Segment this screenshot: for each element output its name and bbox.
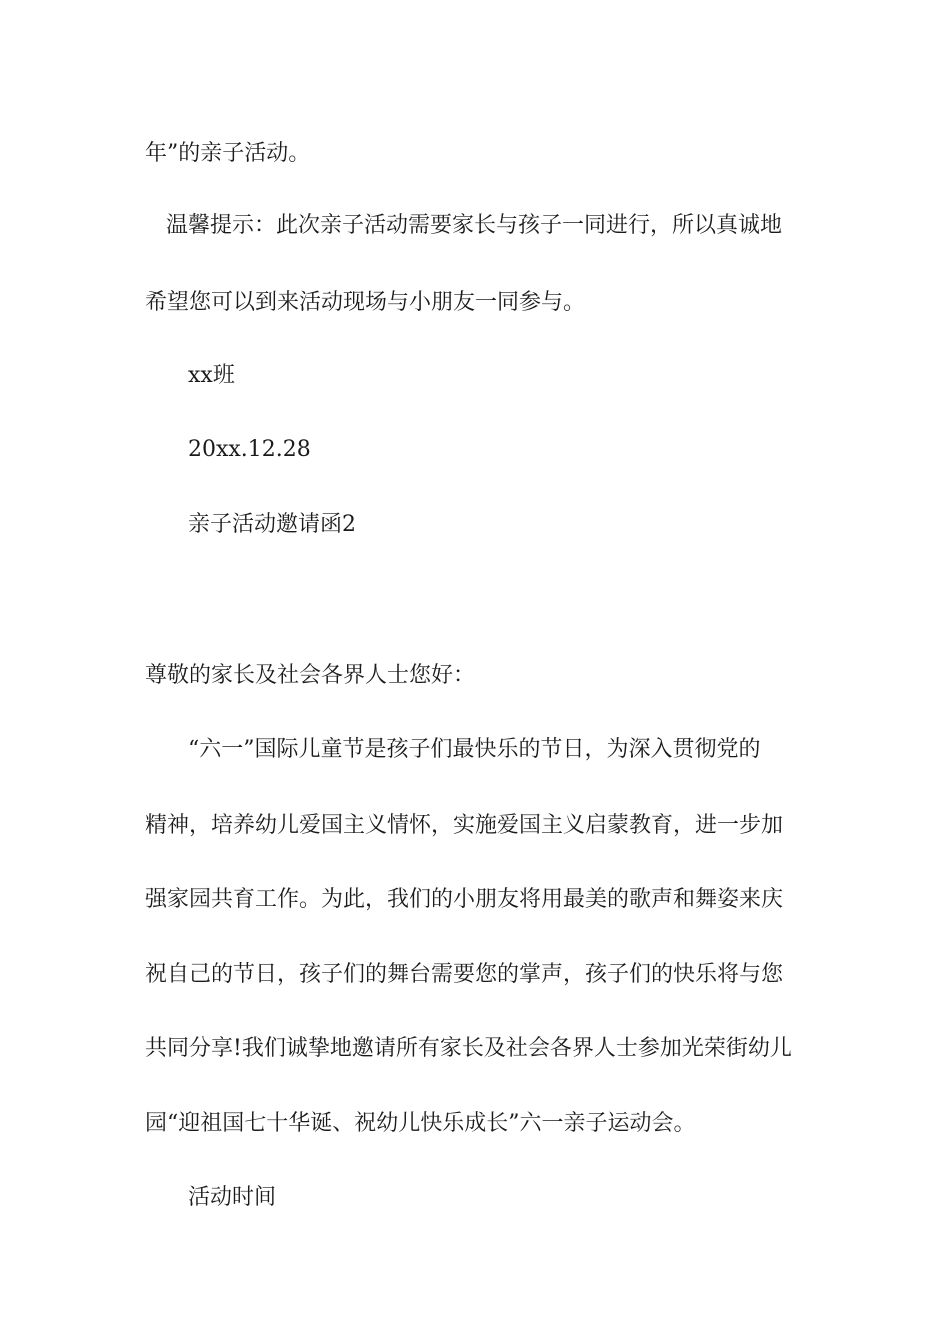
paragraph-line: 希望您可以到来活动现场与小朋友一同参与。 — [145, 290, 586, 315]
paragraph-line: “六一”国际儿童节是孩子们最快乐的节日，为深入贯彻党的 — [188, 737, 761, 762]
tip-line: 温馨提示：此次亲子活动需要家长与孩子一同进行，所以真诚地 — [166, 213, 783, 238]
section-title: 亲子活动邀请函2 — [188, 512, 356, 537]
greeting-line: 尊敬的家长及社会各界人士您好： — [145, 663, 476, 688]
signature-class: xx班 — [188, 363, 235, 388]
paragraph-line: 强家园共育工作。为此，我们的小朋友将用最美的歌声和舞姿来庆 — [145, 887, 784, 912]
paragraph-line: 园“迎祖国七十华诞、祝幼儿快乐成长”六一亲子运动会。 — [145, 1111, 696, 1136]
signature-date: 20xx.12.28 — [188, 437, 311, 462]
paragraph-line: 年”的亲子活动。 — [145, 141, 311, 166]
section-heading: 活动时间 — [188, 1185, 277, 1210]
paragraph-line: 共同分享!我们诚挚地邀请所有家长及社会各界人士参加光荣街幼儿 — [145, 1036, 792, 1061]
paragraph-line: 祝自己的节日，孩子们的舞台需要您的掌声，孩子们的快乐将与您 — [145, 962, 784, 987]
paragraph-line: 精神，培养幼儿爱国主义情怀，实施爱国主义启蒙教育，进一步加 — [145, 813, 784, 838]
